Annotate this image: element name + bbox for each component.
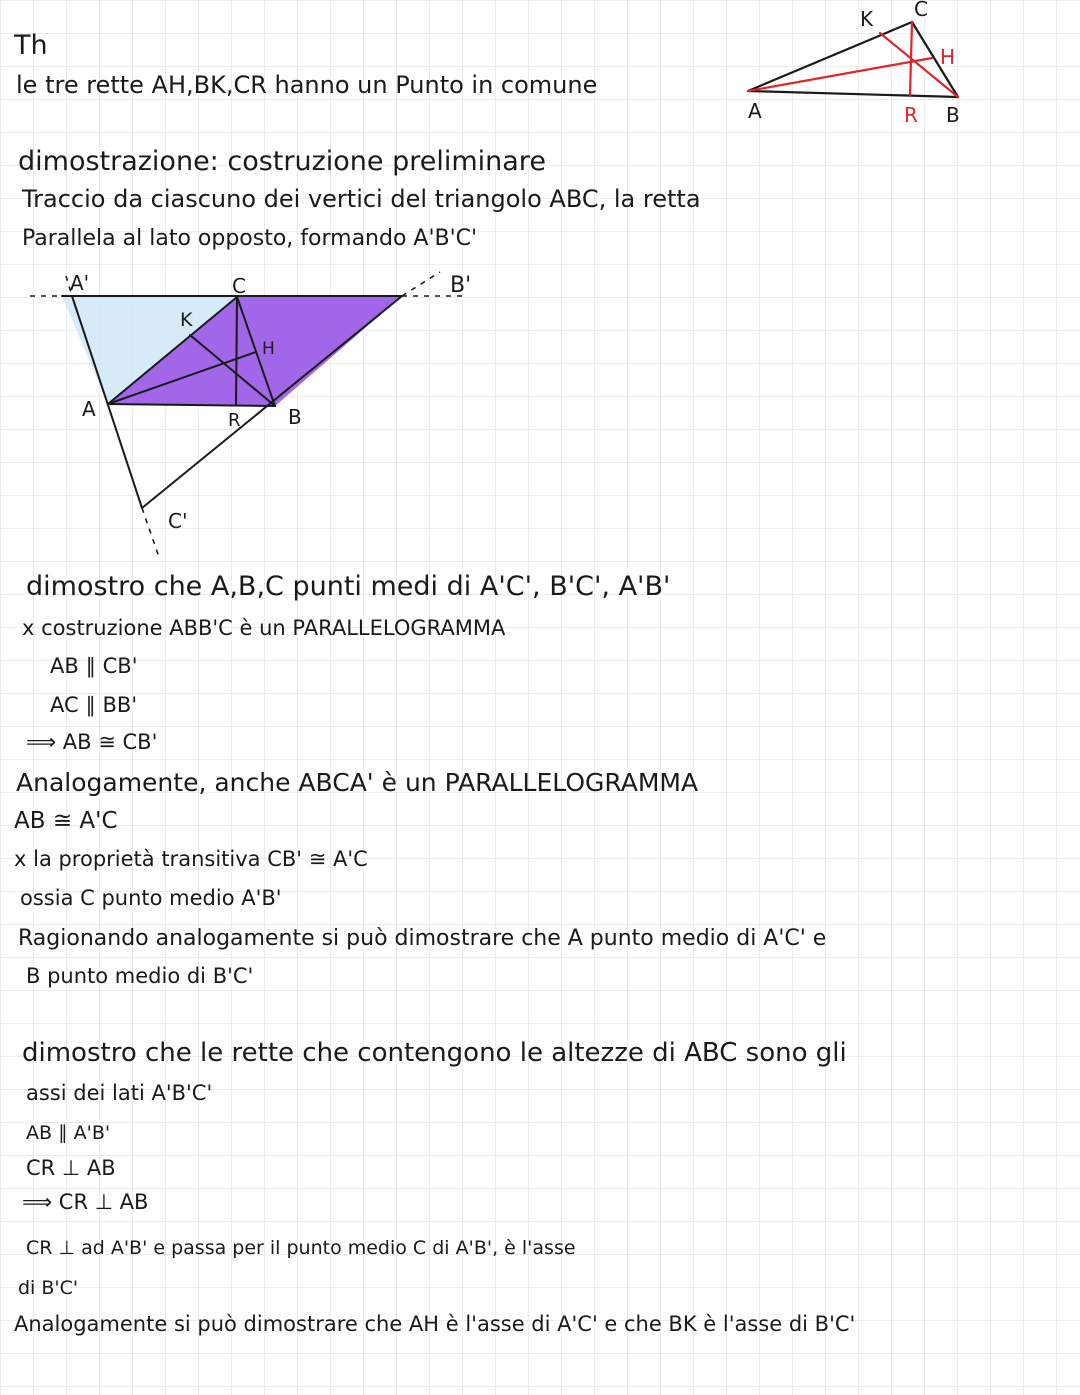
- theorem-label: Th: [14, 30, 48, 61]
- label-r: R: [228, 410, 241, 431]
- part2-heading-line2: assi dei lati A'B'C': [26, 1081, 213, 1105]
- part1-line: Ragionando analogamente si può dimostrare che A punto medio di A'C' e: [18, 926, 827, 951]
- part1-line: AB ∥ CB': [50, 654, 138, 678]
- small-triangle-figure: [730, 0, 990, 130]
- label-b: B: [288, 405, 302, 429]
- label-a-prime: A': [70, 271, 90, 295]
- label-h: H: [262, 339, 275, 359]
- part1-line: x la proprietà transitiva CB' ≅ A'C: [14, 847, 368, 871]
- label-c: C: [914, 0, 928, 21]
- part1-heading: dimostro che A,B,C punti medi di A'C', B'C', A'B': [26, 571, 671, 602]
- part2-line: ⟹ CR ⊥ AB: [22, 1190, 149, 1214]
- part2-line: Analogamente si può dimostrare che AH è l'asse di A'C' e che BK è l'asse di B'C': [14, 1312, 856, 1336]
- part1-line: ossia C punto medio A'B': [20, 886, 282, 910]
- label-c-prime: C': [168, 509, 188, 533]
- part1-line: AC ∥ BB': [50, 693, 138, 717]
- part1-line: Analogamente, anche ABCA' è un PARALLELOGRAMMA: [16, 768, 699, 797]
- construction-line1: Traccio da ciascuno dei vertici del triangolo ABC, la retta: [22, 185, 701, 213]
- part2-line: AB ∥ A'B': [26, 1122, 111, 1144]
- label-h: H: [940, 45, 956, 69]
- altitude-ah: [748, 58, 932, 91]
- label-b: B: [946, 103, 960, 127]
- part1-line: B punto medio di B'C': [26, 964, 254, 988]
- label-r: R: [904, 103, 918, 127]
- label-k: K: [180, 309, 193, 331]
- part1-line: AB ≅ A'C: [14, 808, 118, 834]
- part2-line: CR ⊥ AB: [26, 1156, 116, 1180]
- construction-line2: Parallela al lato opposto, formando A'B'C': [22, 226, 478, 251]
- label-c: C: [232, 274, 246, 298]
- part2-line: di B'C': [18, 1277, 79, 1299]
- big-triangle-figure: [0, 260, 520, 570]
- label-k: K: [860, 7, 874, 31]
- label-b-prime: B': [450, 273, 472, 298]
- altitude-cr: [910, 22, 912, 95]
- theorem-statement: le tre rette AH,BK,CR hanno un Punto in comune: [16, 71, 598, 99]
- side-ac: [748, 22, 912, 91]
- part1-line: ⟹ AB ≅ CB': [26, 730, 158, 754]
- altitude-cr: [236, 297, 237, 405]
- label-a: A: [748, 99, 762, 123]
- label-a: A: [82, 397, 96, 421]
- construction-title: dimostrazione: costruzione preliminare: [18, 146, 546, 177]
- part1-line: x costruzione ABB'C è un PARALLELOGRAMMA: [22, 616, 506, 640]
- side-ab: [748, 91, 958, 97]
- part2-heading-line1: dimostro che le rette che contengono le altezze di ABC sono gli: [22, 1038, 847, 1068]
- part2-line: CR ⊥ ad A'B' e passa per il punto medio C di A'B', è l'asse: [26, 1237, 576, 1259]
